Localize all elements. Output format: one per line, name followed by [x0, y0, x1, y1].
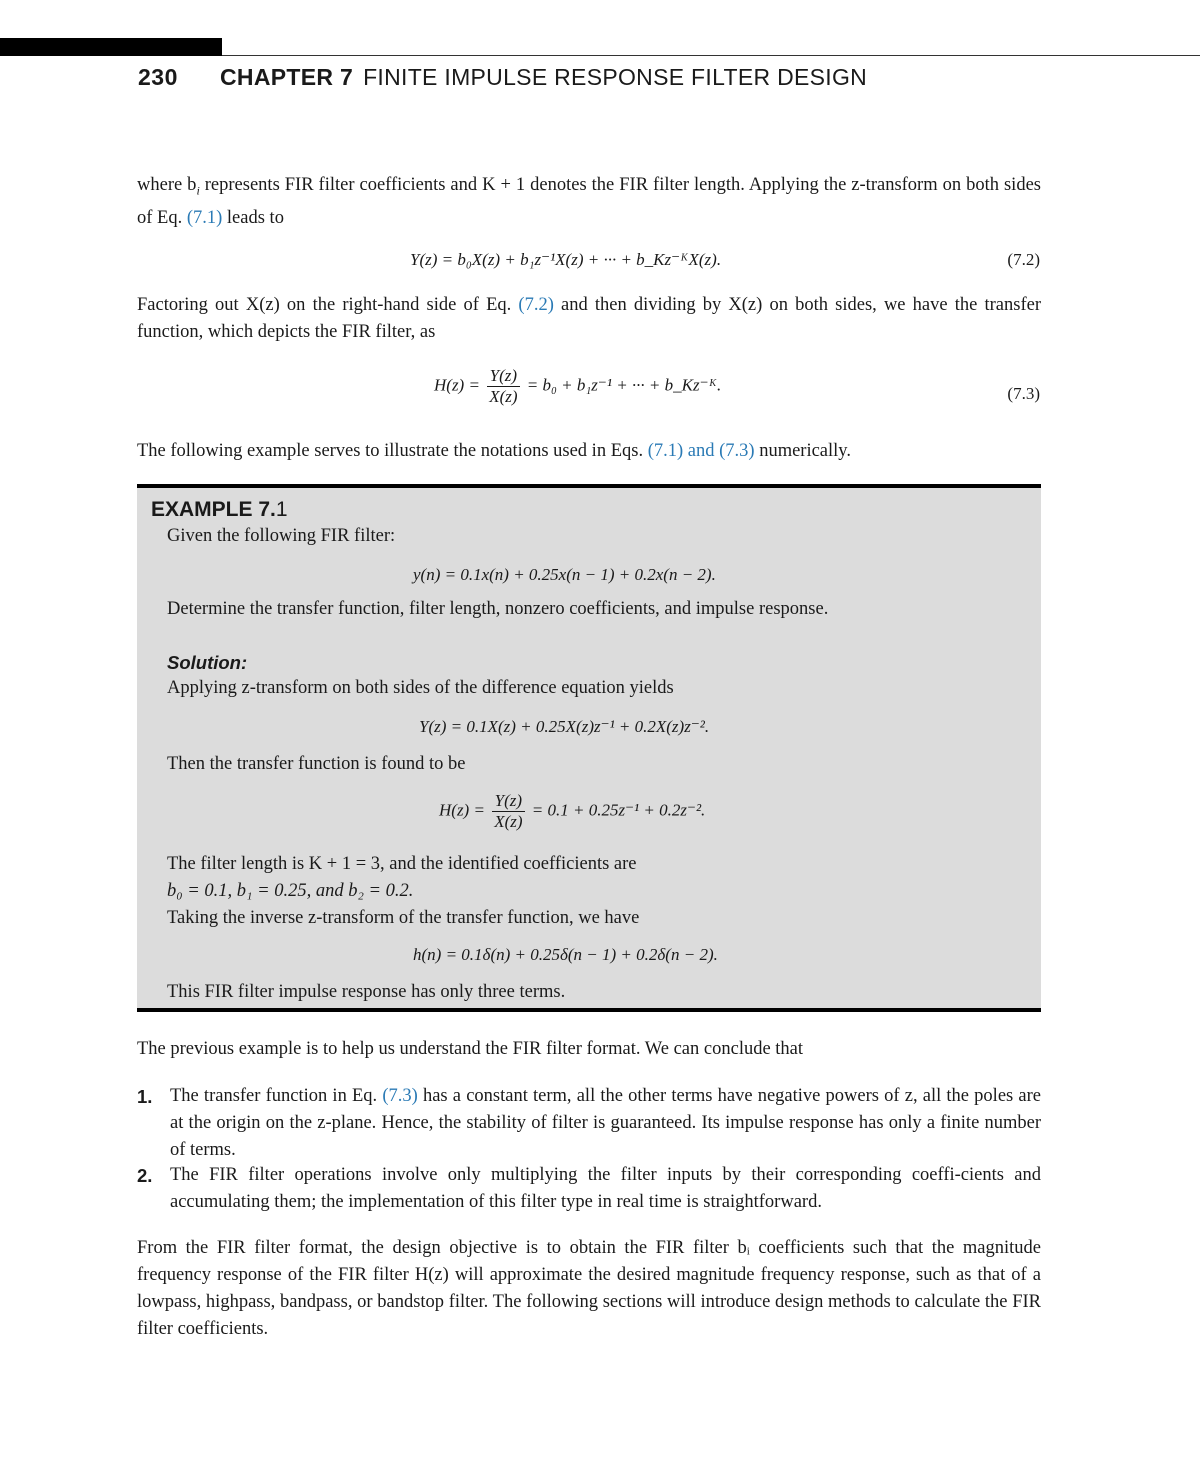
chapter-heading	[220, 64, 867, 91]
intro-text-c: leads to	[222, 207, 284, 228]
h-fraction	[492, 791, 524, 832]
solution-transfer-function	[439, 791, 705, 832]
solution-inverse: Taking the inverse z-transform of the transfer function, we have	[167, 908, 640, 928]
h-rhs: = 0.1 + 0.25z⁻¹ + 0.2z⁻².	[531, 800, 706, 820]
solution-conclusion: This FIR filter impulse response has only three terms.	[167, 982, 566, 1002]
chapter-label: CHAPTER 7	[220, 64, 354, 90]
example-title-number: 1	[275, 498, 288, 521]
example-intro-paragraph	[137, 438, 1041, 465]
eq73-rhs: = b₀ + b₁z⁻¹ + ··· + b_Kz⁻ᴷ.	[526, 375, 722, 395]
list-text-a: The FIR filter operations involve only multiplying the filter inputs by their corresponding coeffi-cients and accumulating them; the implementation of this filter type in real time is straightforward.	[170, 1165, 1041, 1212]
design-objective-paragraph: From the FIR filter format, the design objective is to obtain the FIR filter bᵢ coefficients such that the magnitude frequency response of the FIR filter H(z) will approximate the desired magnitude frequency response, such as that of a lowpass, highpass, bandpass, or bandstop filter. The following sections will introduce design methods to calculate the FIR filter coefficients.	[137, 1238, 1041, 1339]
previous-example-paragraph: The previous example is to help us understand the FIR filter format. We can conclude that	[137, 1039, 804, 1059]
example-given-equation: y(n) = 0.1x(n) + 0.25x(n − 1) + 0.2x(n − 2).	[413, 565, 716, 584]
equation-7-3	[434, 366, 721, 407]
example-intro-text-b: numerically.	[754, 441, 851, 461]
eq73-numerator: Y(z)	[487, 366, 519, 387]
intro-paragraph	[137, 172, 1041, 232]
equation-7-3-number: (7.3)	[1007, 384, 1040, 403]
solution-label: Solution:	[167, 652, 248, 673]
solution-applying: Applying z-transform on both sides of the difference equation yields	[167, 678, 674, 698]
list-text-a: The transfer function in Eq.	[170, 1086, 383, 1106]
eq73-fraction	[487, 366, 519, 407]
h-denominator: X(z)	[494, 812, 523, 831]
h-numerator: Y(z)	[492, 791, 524, 812]
equation-7-2: Y(z) = b₀X(z) + b₁z⁻¹X(z) + ··· + b_Kz⁻ᴷX(z).	[410, 250, 722, 269]
solution-impulse-equation: h(n) = 0.1δ(n) + 0.25δ(n − 1) + 0.2δ(n − 2).	[413, 945, 718, 964]
eq-7-3-link[interactable]: (7.3)	[382, 1086, 418, 1106]
list-item	[137, 1083, 1041, 1164]
factoring-paragraph	[137, 292, 1041, 346]
example-given: Given the following FIR filter:	[167, 526, 396, 546]
equation-7-2-number: (7.2)	[1007, 250, 1040, 269]
list-text	[170, 1162, 1041, 1216]
solution-coefficients: b₀ = 0.1, b₁ = 0.25, and b₂ = 0.2.	[167, 881, 414, 901]
eq73-lhs: H(z) =	[434, 375, 480, 395]
header-rule	[222, 55, 1200, 56]
factoring-text-a: Factoring out X(z) on the right-hand side of Eq.	[137, 295, 519, 315]
list-text-b: has a constant term, all the other terms have negative powers of z, all the poles are at the origin on the z-plane. Hence, the stability of filter is guaranteed. Its impulse response has only a finite number of terms.	[170, 1086, 1041, 1160]
list-text	[170, 1083, 1041, 1164]
eq-7-1-link[interactable]: (7.1)	[186, 207, 223, 228]
solution-then: Then the transfer function is found to be	[167, 754, 466, 774]
list-item	[137, 1162, 1041, 1216]
eq73-denominator: X(z)	[489, 387, 518, 406]
eq-7-2-link[interactable]: (7.2)	[518, 295, 554, 315]
example-title	[151, 498, 288, 522]
intro-text-a: where b	[137, 175, 197, 195]
example-box	[137, 484, 1041, 1012]
chapter-title: FINITE IMPULSE RESPONSE FILTER DESIGN	[363, 64, 868, 90]
factoring-text-b: and then dividing by X(z) on both sides, we have the transfer function, which depicts the FIR filter, as	[137, 295, 1042, 342]
h-lhs: H(z) =	[439, 800, 485, 820]
intro-text-b: represents FIR filter coefficients and K + 1 denotes the FIR filter length. Applying the z-transform on both sides of Eq.	[137, 175, 1041, 228]
page-number: 230	[138, 64, 178, 90]
intro-subscript: i	[196, 183, 200, 198]
header-bar	[0, 38, 222, 56]
example-determine: Determine the transfer function, filter length, nonzero coefficients, and impulse response.	[167, 599, 829, 619]
list-number: 2.	[137, 1165, 153, 1186]
eqs-7-1-7-3-link[interactable]: (7.1) and (7.3)	[647, 441, 755, 461]
solution-yz-equation: Y(z) = 0.1X(z) + 0.25X(z)z⁻¹ + 0.2X(z)z⁻².	[419, 717, 710, 736]
example-intro-text-a: The following example serves to illustrate the notations used in Eqs.	[137, 441, 648, 461]
solution-filter-length: The filter length is K + 1 = 3, and the identified coefficients are	[167, 854, 637, 874]
example-title-label: EXAMPLE 7.	[151, 498, 276, 521]
list-number: 1.	[137, 1086, 153, 1107]
